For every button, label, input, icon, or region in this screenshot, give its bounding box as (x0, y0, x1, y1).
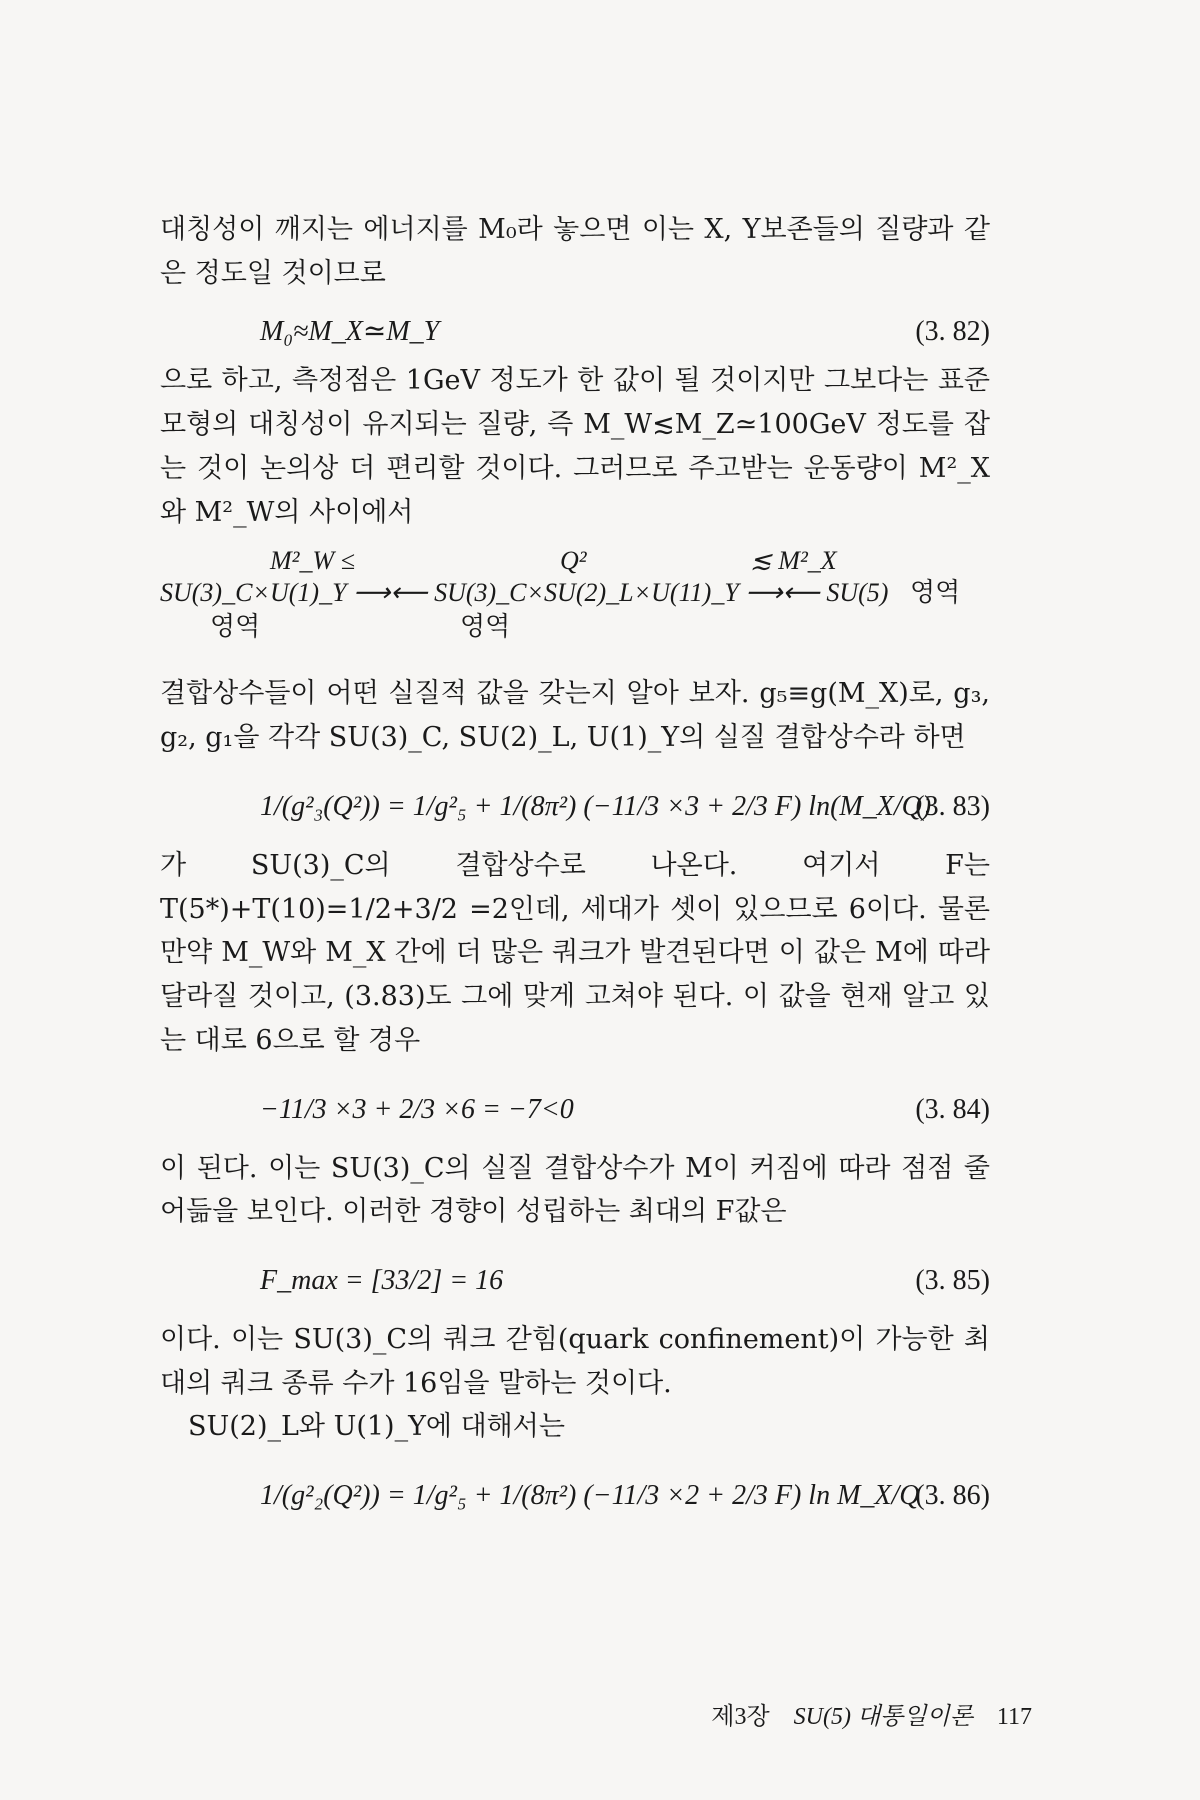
equation-number: (3. 83) (915, 790, 990, 822)
equation-expression: F_max = [33/2] = 16 (260, 1265, 504, 1297)
equation-3-83 (160, 760, 990, 844)
paragraph-5: 이 된다. 이는 SU(3)_C의 실질 결합상수가 M이 커짐에 따라 점점 줄어듦을 보인다. 이러한 경향이 성립하는 최대의 F값은 (160, 1152, 990, 1228)
energy-regime-diagram (160, 540, 990, 658)
footer-chapter: 제3장 (711, 1704, 770, 1730)
equation-expression: M₀≈M_X≃M_Y (260, 316, 440, 348)
paragraph-3: 결합상수들이 어떤 실질적 값을 갖는지 알아 보자. g₅≡g(M_X)로, g₃, g₂, g₁을 각각 SU(3)_C, SU(2)_L, U(1)_Y의 실질 결합상수라 하면 (160, 678, 990, 754)
equation-3-86 (160, 1449, 990, 1533)
equation-number: (3. 84) (915, 1093, 990, 1125)
schema-left-region-label: 영역 (210, 612, 261, 642)
schema-mid-region-label: 영역 (460, 612, 511, 642)
schema-symmetry-chain: SU(3)_C×U(1)_Y ⟶⟵ SU(3)_C×SU(2)_L×U(11)_Y ⟶⟵ SU(5) (160, 578, 889, 608)
equation-3-85 (160, 1234, 990, 1318)
page-number: 117 (996, 1704, 1032, 1730)
equation-3-84 (160, 1063, 990, 1147)
equation-number: (3. 85) (915, 1265, 990, 1297)
paragraph-2: 으로 하고, 측정점은 1GeV 정도가 한 값이 될 것이지만 그보다는 표준 모형의 대칭성이 유지되는 질량, 즉 M_W≲M_Z≃100GeV 정도를 잡는 것이 논의상 더 편리할 것이다. 그러므로 주고받는 운동량이 M²_X와 M²_W의 사이에서 (160, 365, 990, 528)
equation-expression: 1/(g²₂(Q²)) = 1/g²₅ + 1/(8π²) (−11/3 ×2 + 2/3 F) ln M_X/Q (260, 1480, 920, 1512)
equation-expression: −11/3 ×3 + 2/3 ×6 = −7<0 (260, 1093, 574, 1125)
schema-momentum: Q² (560, 546, 587, 576)
footer-title: SU(5) 대통일이론 (793, 1704, 973, 1730)
schema-lower-bound: M²_W ≤ (270, 546, 355, 576)
running-footer (711, 1696, 1032, 1731)
paragraph-7: SU(2)_L와 U(1)_Y에 대해서는 (188, 1411, 565, 1443)
equation-3-82 (160, 295, 990, 359)
schema-right-label: 영역 (910, 578, 961, 608)
paragraph-6: 이다. 이는 SU(3)_C의 쿼크 갇힘(quark confinement)이 가능한 최대의 쿼크 종류 수가 16임을 말하는 것이다. (160, 1324, 990, 1399)
equation-number: (3. 82) (915, 316, 990, 348)
page-content (160, 208, 990, 1533)
equation-expression: 1/(g²₃(Q²)) = 1/g²₅ + 1/(8π²) (−11/3 ×3 + 2/3 F) ln(M_X/Q) (260, 790, 932, 822)
paragraph-4: 가 SU(3)_C의 결합상수로 나온다. 여기서 F는 T(5*)+T(10)=1/2+3/2 =2인데, 세대가 셋이 있으므로 6이다. 물론 만약 M_W와 M_X 간에 더 많은 쿼크가 발견된다면 이 값은 M에 따라 달라질 것이고, (3.83)도 그에 맞게 고쳐야 된다. 이 값을 현재 알고 있는 대로 6으로 할 경우 (160, 849, 990, 1056)
paragraph-1: 대칭성이 깨지는 에너지를 M₀라 놓으면 이는 X, Y보존들의 질량과 같은 정도일 것이므로 (160, 214, 990, 289)
schema-upper-bound: ≲ M²_X (750, 546, 837, 576)
equation-number: (3. 86) (915, 1480, 990, 1512)
